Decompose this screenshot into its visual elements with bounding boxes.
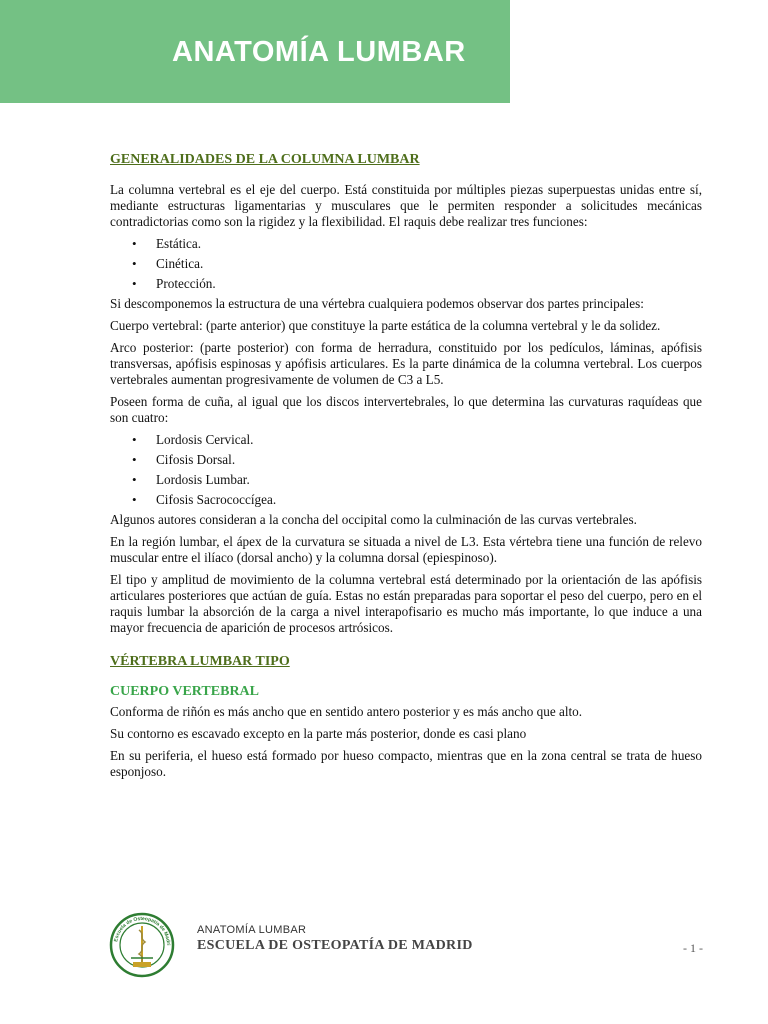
list-item: • Lordosis Cervical. bbox=[156, 432, 702, 448]
document-body bbox=[110, 152, 702, 786]
school-logo-icon bbox=[109, 912, 175, 978]
paragraph: Arco posterior: (parte posterior) con forma de herradura, constituido por los pedículos, láminas, apófisis transversas, apófisis espinosas y apófisis articulares. Es la parte dinámica de la columna vertebral. Los cuerpos vertebrales aumentan progresivamente de volumen de C3 a L5. bbox=[110, 340, 702, 387]
list-item: • Cinética. bbox=[156, 256, 702, 272]
paragraph: En la región lumbar, el ápex de la curvatura se situada a nivel de L3. Esta vértebra tiene una función de relevo muscular entre el ilíaco (dorsal ancho) y la columna dorsal (epiespinoso). bbox=[110, 534, 702, 565]
subheading-cuerpo-vertebral: CUERPO VERTEBRAL bbox=[110, 684, 259, 699]
list-item: • Cifosis Sacrococcígea. bbox=[156, 492, 702, 508]
page-title: ANATOMÍA LUMBAR bbox=[172, 36, 466, 68]
paragraph: La columna vertebral es el eje del cuerpo. Está constituida por múltiples piezas superpuestas unidas entre sí, mediante estructuras ligamentarias y musculares que le permiten responder a solicitudes mecánicas contradictorias como son la rigidez y la flexibilidad. El raquis debe realizar tres funciones: bbox=[110, 182, 702, 229]
curves-list bbox=[110, 432, 702, 508]
list-item: • Protección. bbox=[156, 276, 702, 292]
functions-list bbox=[110, 236, 702, 292]
paragraph: Conforma de riñón es más ancho que en sentido antero posterior y es más ancho que alto. bbox=[110, 704, 583, 719]
list-item: • Cifosis Dorsal. bbox=[156, 452, 702, 468]
paragraph: En su periferia, el hueso está formado por hueso compacto, mientras que en la zona central se trata de hueso esponjoso. bbox=[110, 748, 702, 779]
paragraph: El tipo y amplitud de movimiento de la columna vertebral está determinado por la orientación de las apófisis articulares posteriores que actúan de guía. Estas no están preparadas para soportar el peso del cuerpo, pero en el raquis lumbar la absorción de la carga a nivel interapofisario es mucho más importante, lo que induce a una mayor frecuencia de aparición de procesos artrósicos. bbox=[110, 572, 702, 635]
footer-school-name: ESCUELA DE OSTEOPATÍA DE MADRID bbox=[197, 938, 473, 953]
paragraph: Su contorno es escavado excepto en la parte más posterior, donde es casi plano bbox=[110, 726, 527, 741]
list-item: • Estática. bbox=[156, 236, 702, 252]
header-banner bbox=[0, 0, 510, 103]
page-number: - 1 - bbox=[683, 941, 703, 955]
section-heading-generalidades: GENERALIDADES DE LA COLUMNA LUMBAR bbox=[110, 152, 420, 167]
footer-document-title: ANATOMÍA LUMBAR bbox=[197, 924, 307, 936]
svg-text:Escuela de Osteopatía de Madri: Escuela de Osteopatía de Madri bbox=[113, 915, 172, 946]
paragraph: Si descomponemos la estructura de una vértebra cualquiera podemos observar dos partes principales: bbox=[110, 296, 644, 311]
paragraph: Cuerpo vertebral: (parte anterior) que constituye la parte estática de la columna vertebral y le da solidez. bbox=[110, 318, 661, 333]
list-item: • Lordosis Lumbar. bbox=[156, 472, 702, 488]
section-heading-vertebra-lumbar: VÉRTEBRA LUMBAR TIPO bbox=[110, 654, 290, 669]
paragraph: Poseen forma de cuña, al igual que los discos intervertebrales, lo que determina las curvaturas raquídeas que son cuatro: bbox=[110, 394, 702, 425]
paragraph: Algunos autores consideran a la concha del occipital como la culminación de las curvas vertebrales. bbox=[110, 512, 637, 527]
